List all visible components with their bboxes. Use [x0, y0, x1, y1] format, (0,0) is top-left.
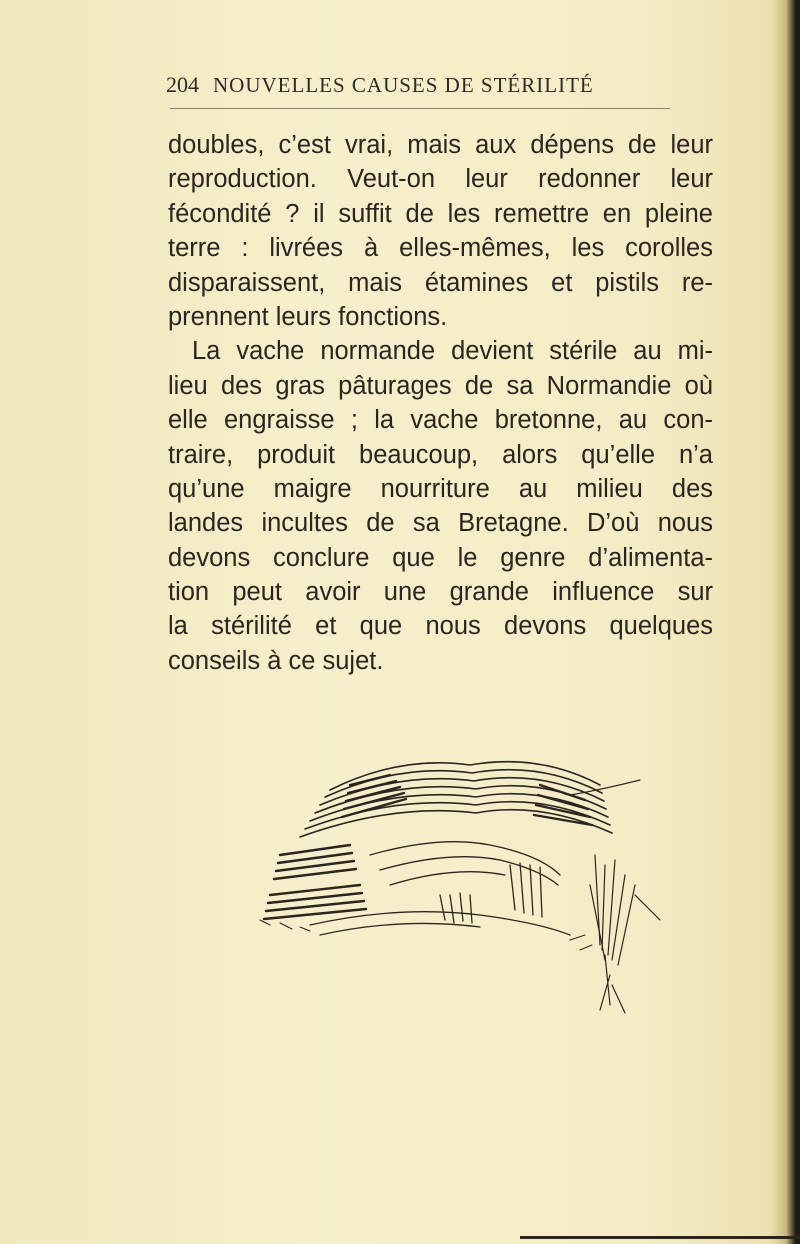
text-line: prennent leurs fonctions.: [168, 302, 448, 331]
text-line: devons conclure que le genre d’alimenta-: [168, 543, 713, 572]
running-header: [166, 72, 706, 98]
bottom-edge: [520, 1236, 800, 1239]
header-rule: [170, 108, 670, 109]
text-line: traire, produit beaucoup, alors qu’elle n’a: [168, 440, 713, 469]
page-number: 204: [166, 72, 199, 97]
text-line: La vache normande devient stérile au mi-: [192, 337, 713, 366]
text-line: elle engraisse ; la vache bretonne, au con-: [168, 406, 713, 435]
text-line: terre : livrées à elles-mêmes, les corolles: [168, 234, 713, 263]
text-line: fécondité ? il suffit de les remettre en pleine: [168, 199, 713, 228]
body-text: [168, 128, 713, 678]
text-line: la stérilité et que nous devons quelques: [168, 612, 713, 641]
text-line: conseils à ce sujet.: [168, 646, 384, 675]
engraved-vignette-icon: [240, 745, 700, 1025]
text-line: tion peut avoir une grande influence sur: [168, 578, 713, 607]
running-title: NOUVELLES CAUSES DE STÉRILITÉ: [213, 73, 594, 97]
page-edge-shadow: [772, 0, 800, 1244]
text-line: reproduction. Veut-on leur redonner leur: [168, 165, 713, 194]
text-line: doubles, c’est vrai, mais aux dépens de leur: [168, 131, 713, 159]
text-line: qu’une maigre nourriture au milieu des: [168, 474, 713, 503]
text-line: disparaissent, mais étamines et pistils re-: [168, 268, 713, 297]
text-line: landes incultes de sa Bretagne. D’où nous: [168, 509, 713, 538]
text-line: lieu des gras pâturages de sa Normandie où: [168, 371, 713, 400]
